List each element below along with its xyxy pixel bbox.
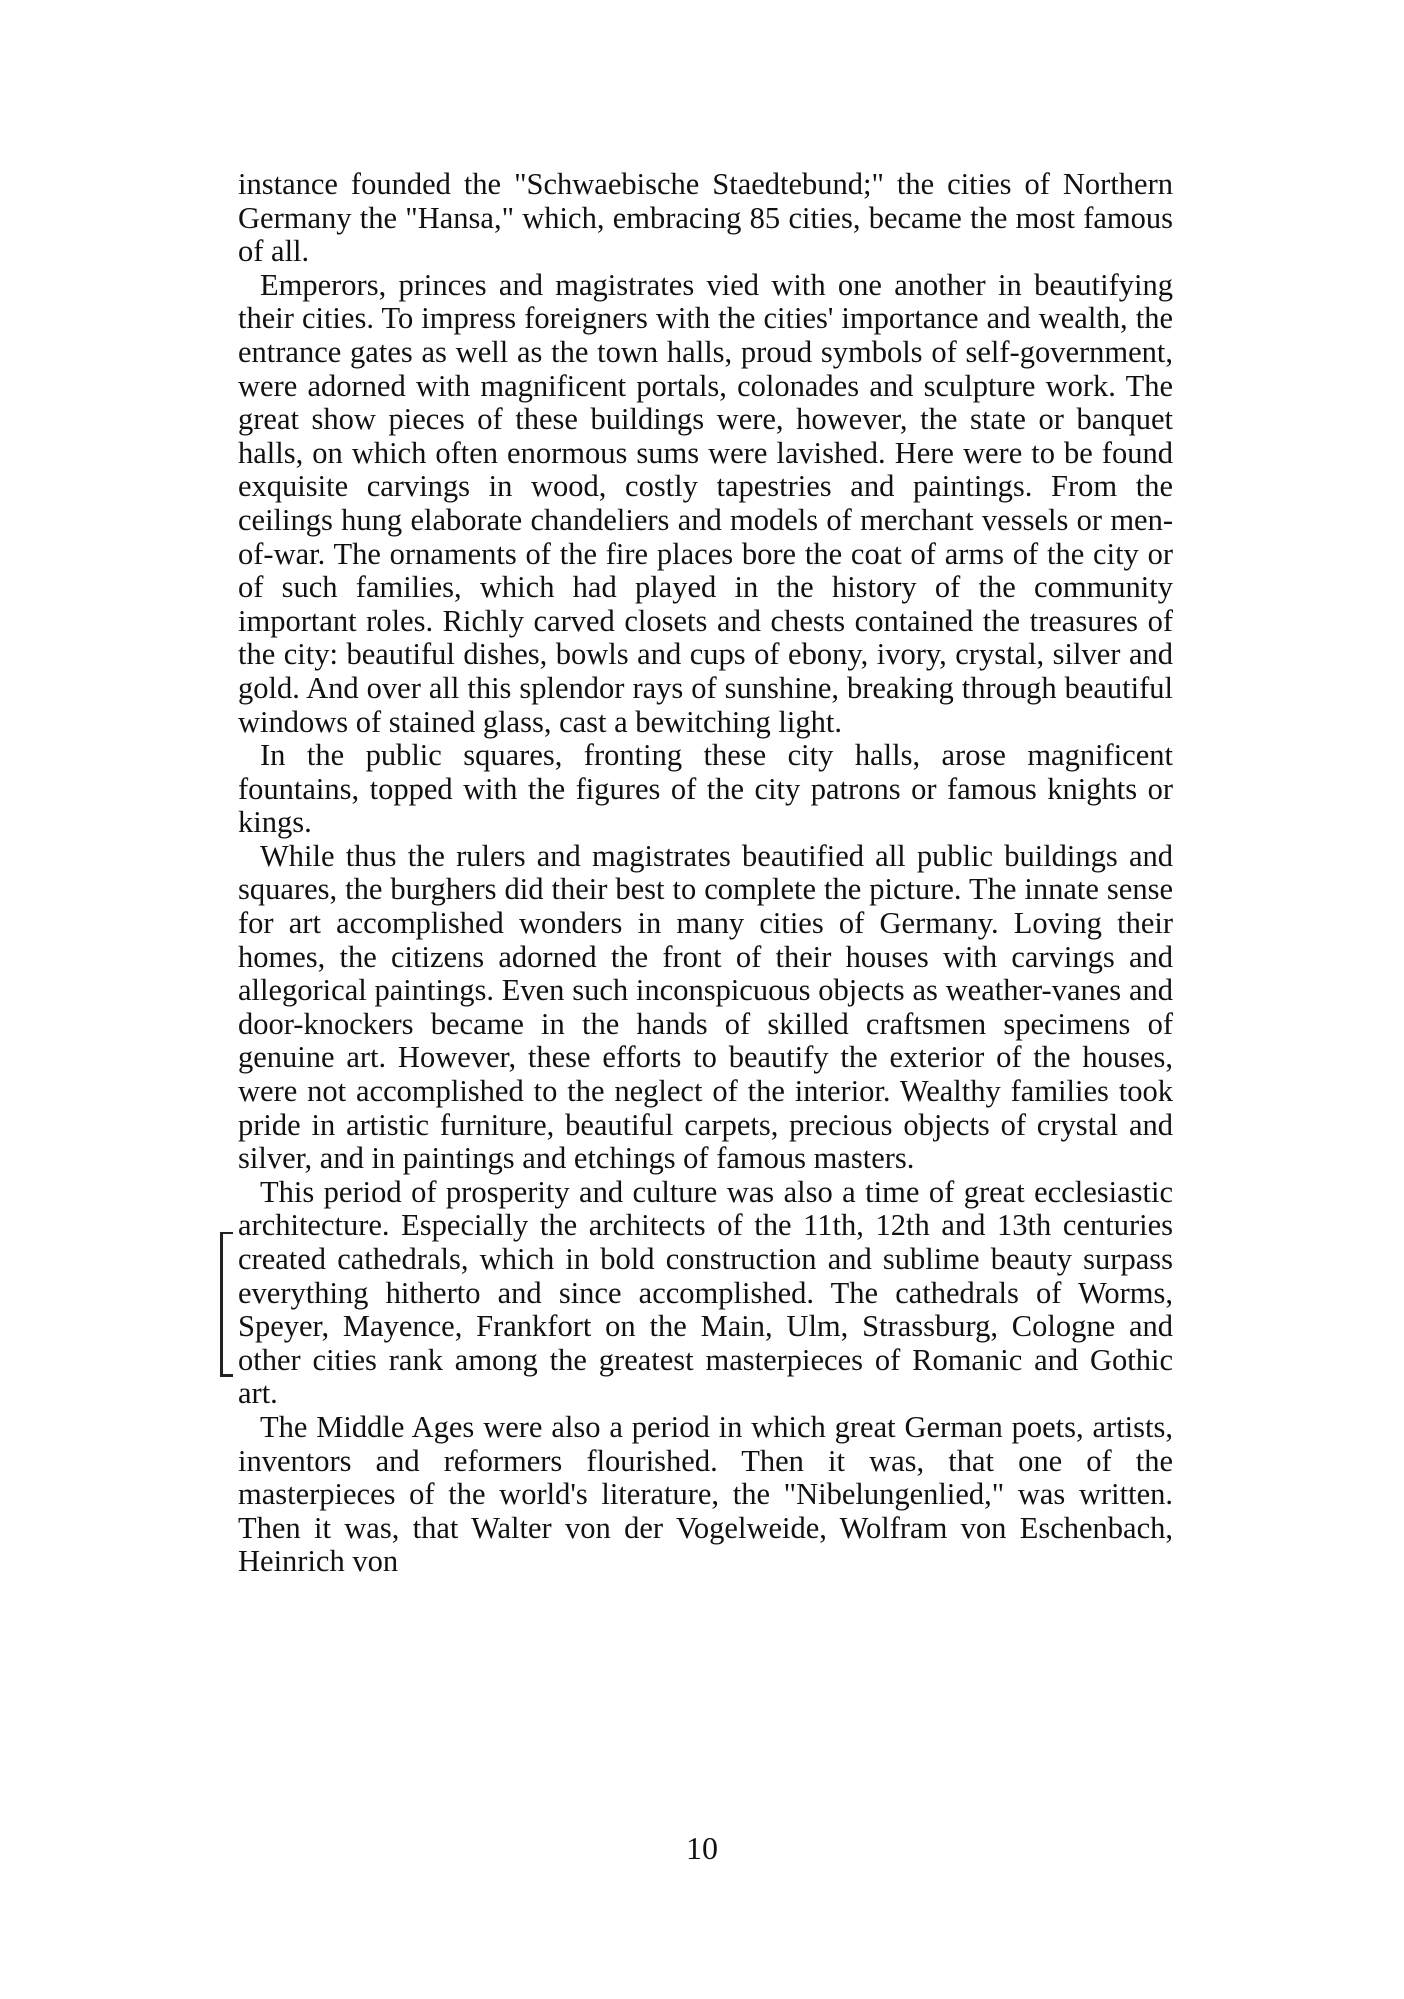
- paragraph-1: instance founded the "Schwaebische Staedtebund;" the cities of Northern Germany the "Hansa," which, embracing 85 cities, became the most famous of all.: [238, 167, 1173, 269]
- body-text: [238, 168, 1173, 1579]
- paragraph-5: This period of prosperity and culture was also a time of great ecclesiastic architecture. Especially the architects of the 11th, 12th and 13th centuries created cathedrals, which in bold construction and sublime beauty surpass everything hitherto and since accomplished. The cathedrals of Worms, Speyer, Mayence, Frankfort on the Main, Ulm, Strassburg, Cologne and other cities rank among the greatest masterpieces of Romanic and Gothic art.: [238, 1174, 1173, 1411]
- paragraph-4: While thus the rulers and magistrates beautified all public buildings and squares, the burghers did their best to complete the picture. The innate sense for art accomplished wonders in many cities of Germany. Loving their homes, the citizens adorned the front of their houses with carvings and allegorical paintings. Even such inconspicuous objects as weather-vanes and door-knockers became in the hands of skilled craftsmen specimens of genuine art. However, these efforts to beautify the exterior of the houses, were not accomplished to the neglect of the interior. Wealthy families took pride in artistic furniture, beautiful carpets, precious objects of crystal and silver, and in paintings and etchings of famous masters.: [238, 838, 1173, 1176]
- paragraph-3: In the public squares, fronting these city halls, arose magnificent fountains, topped with the figures of the city patrons or famous knights or kings.: [238, 738, 1173, 840]
- paragraph-6: The Middle Ages were also a period in which great German poets, artists, inventors and reformers flourished. Then it was, that one of the masterpieces of the world's literature, the "Nibelungenlied," was written. Then it was, that Walter von der Vogelweide, Wolfram von Eschenbach, Heinrich von: [238, 1409, 1173, 1579]
- paragraph-2: Emperors, princes and magistrates vied with one another in beautifying their cities. To impress foreigners with the cities' importance and wealth, the entrance gates as well as the town halls, proud symbols of self-government, were adorned with magnificent portals, colonades and sculpture work. The great show pieces of these buildings were, however, the state or banquet halls, on which often enormous sums were lavished. Here were to be found exquisite carvings in wood, costly tapestries and paintings. From the ceilings hung elaborate chandeliers and models of merchant vessels or men-of-war. The ornaments of the fire places bore the coat of arms of the city or of such families, which had played in the history of the community important roles. Richly carved closets and chests contained the treasures of the city: beautiful dishes, bowls and cups of ebony, ivory, crystal, silver and gold. And over all this splendor rays of sunshine, breaking through beautiful windows of stained glass, cast a bewitching light.: [238, 267, 1173, 739]
- page-number: 10: [686, 1830, 718, 1866]
- margin-bracket-mark: [220, 1232, 233, 1377]
